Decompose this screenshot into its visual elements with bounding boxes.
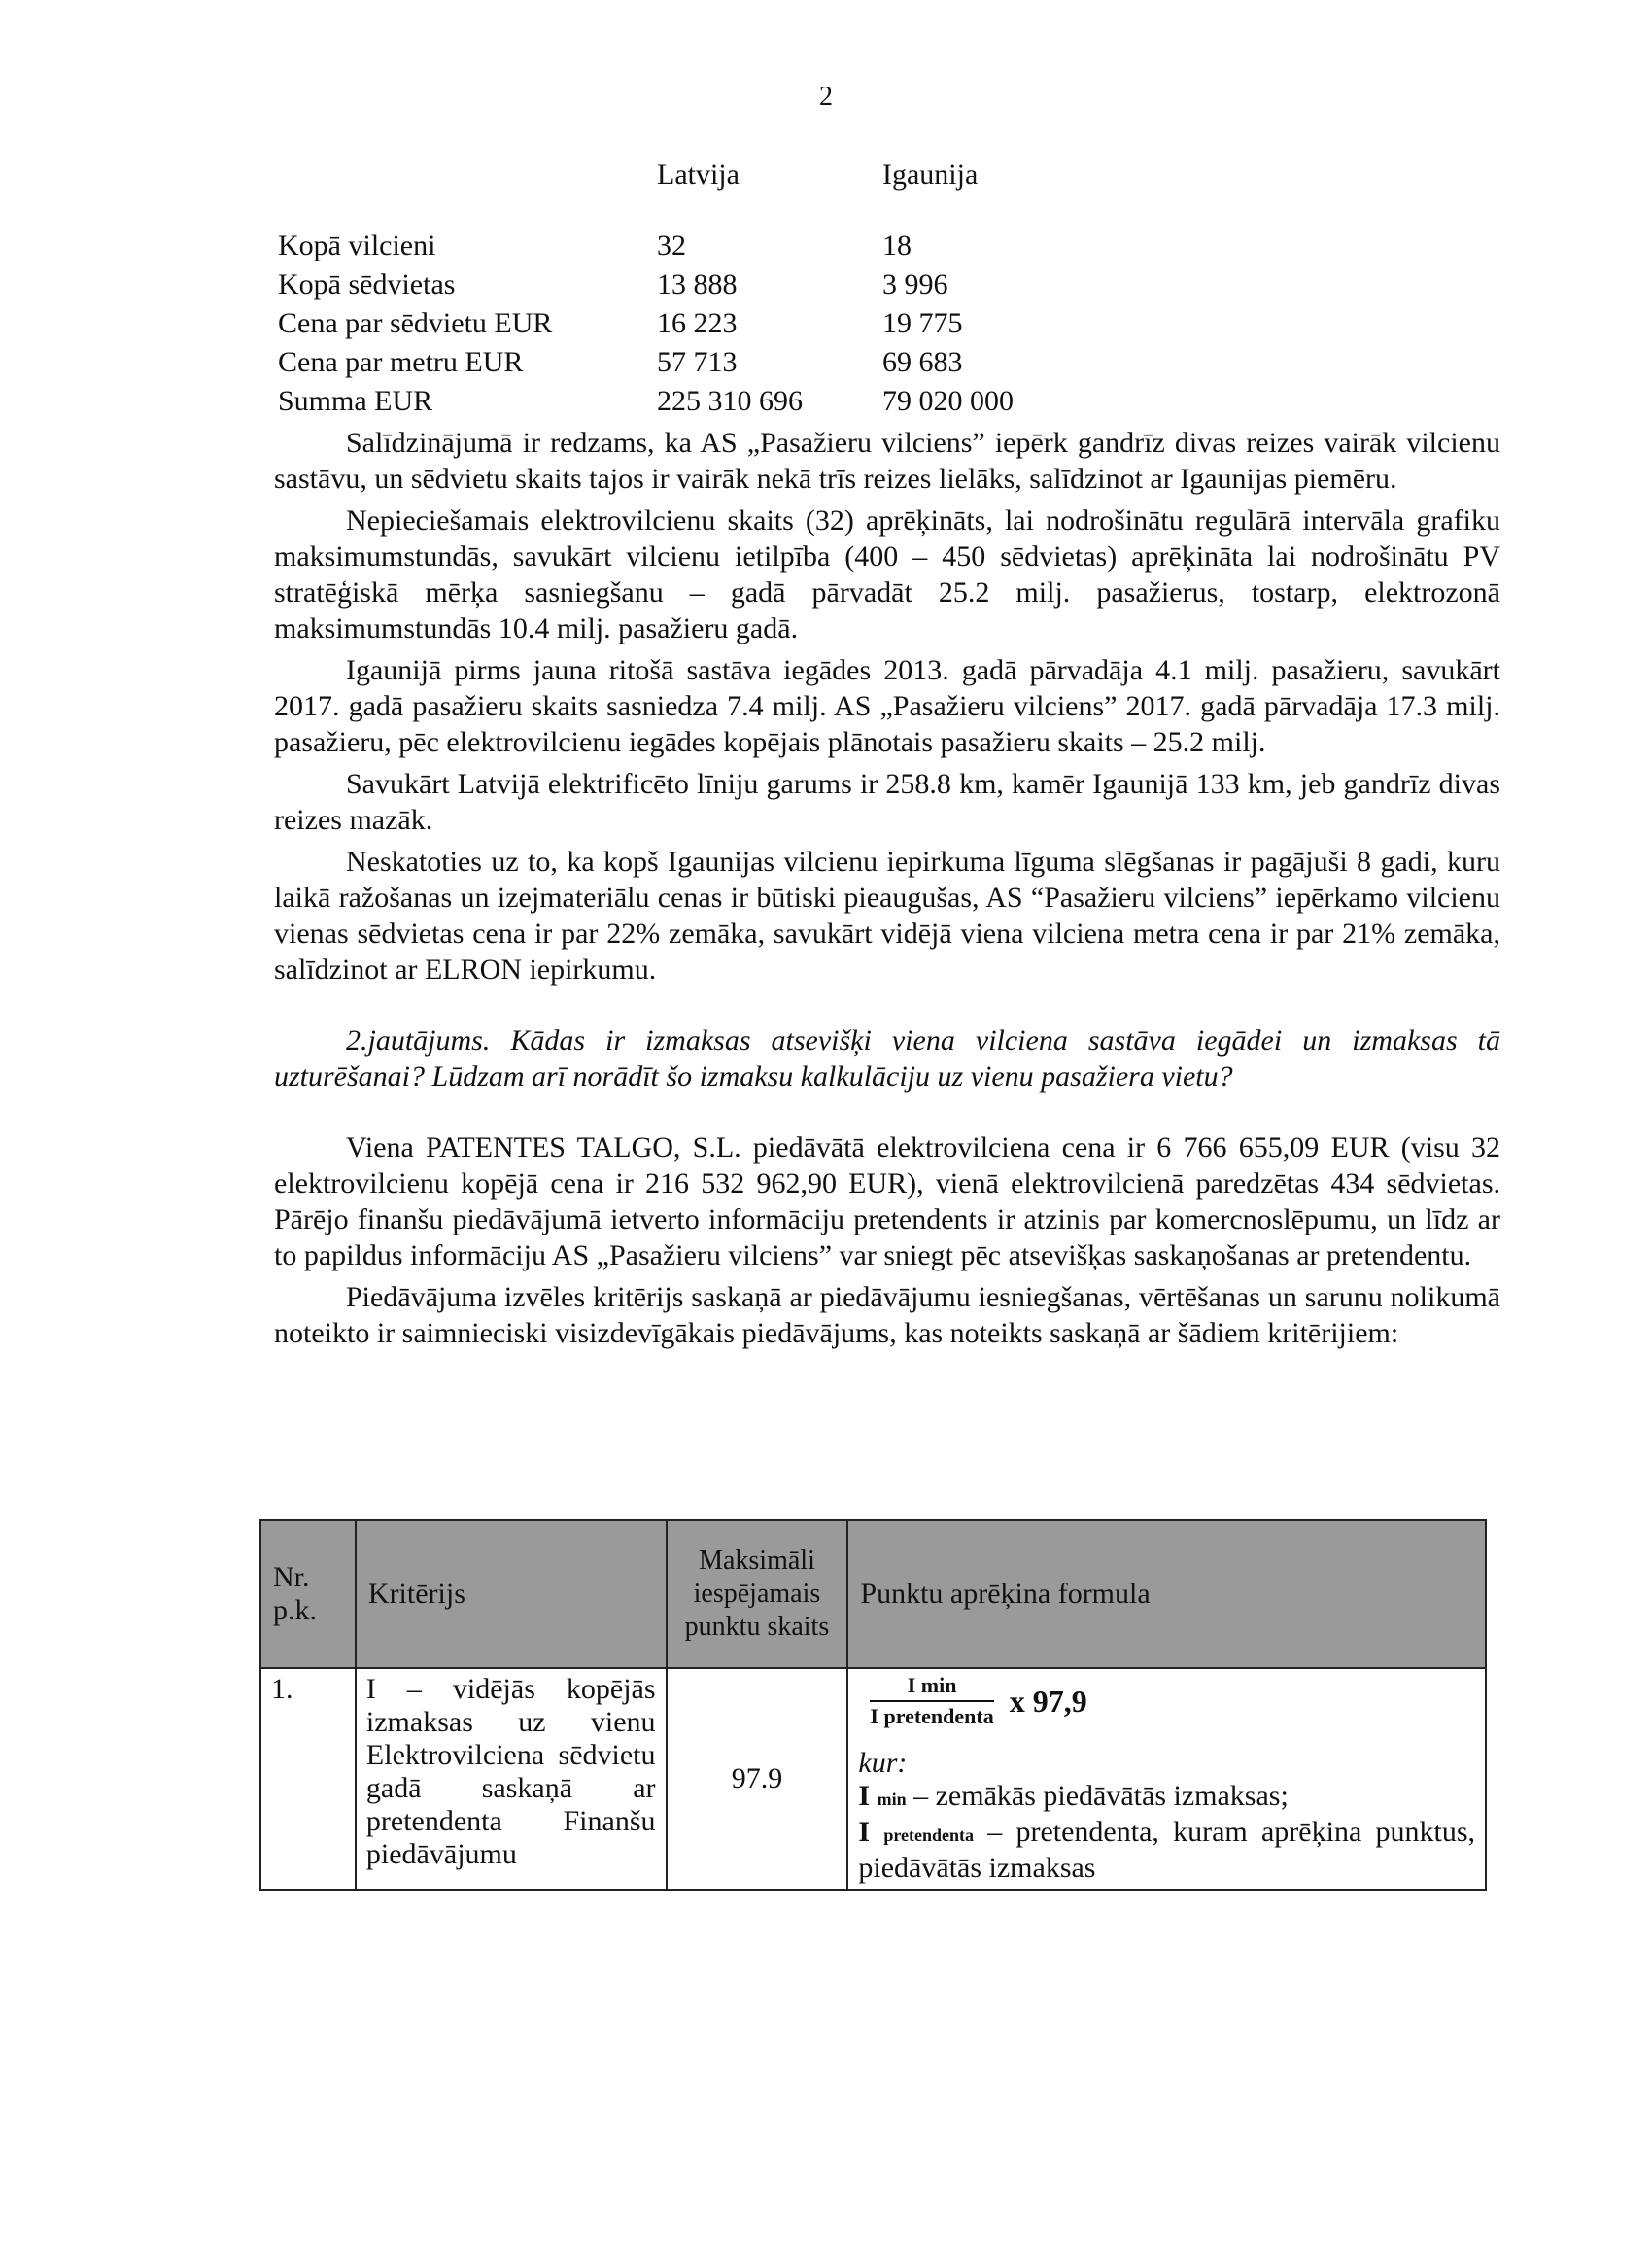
def-text: – pretendenta, kuram aprēķina punktus, piedāvātās izmaksas: [858, 1816, 1476, 1884]
comparison-row: [278, 307, 1153, 344]
criteria-table: [259, 1519, 1487, 1891]
estonia-value: 19 775: [882, 307, 963, 339]
comparison-row: [278, 268, 1153, 305]
def-subscript: min: [877, 1790, 907, 1809]
formula-numerator: I min: [870, 1673, 993, 1702]
row-label: Kopā vilcieni: [278, 229, 436, 261]
row-label: Cena par metru EUR: [278, 346, 524, 378]
estonia-value: 69 683: [882, 346, 963, 378]
estonia-value: 18: [882, 229, 912, 261]
paragraph-price-comparison: Neskatoties uz to, ka kopš Igaunijas vilcienu iepirkuma līguma slēgšanas ir pagājuši 8 gadi, kuru laikā ražošanas un izejmateriālu cenas ir būtiski pieaugušas, AS “Pasažieru vilciens” iepērkamo vilcienu vienas sēdvietas cena ir par 22% zemāka, savukārt vidējā viena vilciena metra cena ir par 21% zemāka, salīdzinot ar ELRON iepirkumu.: [274, 846, 1500, 986]
column-header-latvia: Latvija: [657, 158, 740, 191]
comparison-row: [278, 229, 1153, 266]
comparison-row: [278, 385, 1153, 422]
header-max-points: Maksimāli iespējamais punktu skaits: [667, 1520, 848, 1668]
header-criterion: Kritērijs: [356, 1520, 667, 1668]
paragraph-selection-criterion: Piedāvājuma izvēles kritērijs saskaņā ar piedāvājumu iesniegšanas, vērtēšanas un sarunu nolikumā noteikto ir saimnieciski visizdevīgākais piedāvājums, kas noteikts saskaņā ar šādiem kritērijiem:: [274, 1281, 1500, 1349]
cell-nr: 1.: [260, 1668, 356, 1890]
latvia-value: 225 310 696: [657, 385, 803, 417]
row-label: Cena par sēdvietu EUR: [278, 307, 553, 339]
latvia-value: 13 888: [657, 268, 738, 300]
score-formula: [870, 1673, 1475, 1729]
comparison-row: [278, 346, 1153, 383]
definition-pretendenta: [858, 1816, 1475, 1885]
page-number: 2: [819, 82, 833, 112]
formula-denominator: I pretendenta: [870, 1704, 994, 1728]
column-header-estonia: Igaunija: [882, 158, 979, 191]
cell-max-points: 97.9: [667, 1668, 848, 1890]
paragraph-estonia-passengers: Igaunijā pirms jauna ritošā sastāva iegādes 2013. gadā pārvadāja 4.1 milj. pasažieru, savukārt 2017. gadā pasažieru skaits sasniedza 7.4 milj. AS „Pasažieru vilciens” 2017. gadā pārvadāja 17.3 milj. pasažieru, pēc elektrovilcienu iegādes kopējais plānotais pasažieru skaits – 25.2 milj.: [274, 654, 1500, 758]
header-formula: Punktu aprēķina formula: [847, 1520, 1486, 1668]
header-nr: Nr. p.k.: [260, 1520, 356, 1668]
estonia-value: 3 996: [882, 268, 948, 300]
definition-min: [858, 1780, 1475, 1816]
latvia-value: 32: [657, 229, 686, 261]
paragraph-train-count: Nepieciešamais elektrovilcienu skaits (32) aprēķināts, lai nodrošinātu regulārā intervāla grafiku maksimumstundās, savukārt vilcienu ietilpība (400 – 450 sēdvietas) aprēķināta lai nodrošinātu PV stratēģiskā mērķa sasniegšanu – gadā pārvadāt 25.2 milj. pasažierus, tostarp, elektrozonā maksimumstundās 10.4 milj. pasažieru gadā.: [274, 504, 1500, 644]
formula-multiplier: x 97,9: [1009, 1684, 1087, 1719]
def-text: – zemākās piedāvātās izmaksas;: [906, 1780, 1289, 1812]
row-label: Kopā sēdvietas: [278, 268, 456, 300]
def-symbol: I: [858, 1780, 871, 1812]
table-row: [260, 1668, 1486, 1890]
row-label: Summa EUR: [278, 385, 433, 417]
latvia-value: 57 713: [657, 346, 738, 378]
paragraph-electrified-lines: Savukārt Latvijā elektrificēto līniju garums ir 258.8 km, kamēr Igaunijā 133 km, jeb gandrīz divas reizes mazāk.: [274, 768, 1500, 836]
latvia-value: 16 223: [657, 307, 738, 339]
paragraph-comparison-summary: Salīdzinājumā ir redzams, ka AS „Pasažieru vilciens” iepērk gandrīz divas reizes vairāk vilcienu sastāvu, un sēdvietu skaits tajos ir vairāk nekā trīs reizes lielāks, salīdzinot ar Igaunijas piemēru.: [274, 427, 1500, 495]
def-subscript: pretendenta: [883, 1826, 974, 1845]
formula-fraction: [870, 1673, 993, 1729]
def-symbol: I: [858, 1816, 871, 1848]
table-header-row: [260, 1520, 1486, 1668]
estonia-value: 79 020 000: [882, 385, 1014, 417]
cell-criterion: I – vidējās kopējās izmaksas uz vienu Elektrovilciena sēdvietu gadā saskaņā ar pretendenta Finanšu piedāvājumu: [356, 1668, 667, 1890]
where-label: kur:: [858, 1747, 908, 1779]
body-text: [274, 425, 1500, 1351]
cell-formula: [847, 1668, 1486, 1890]
question-heading: 2.jautājums. Kādas ir izmaksas atsevišķi viena vilciena sastāva iegādei un izmaksas tā uzturēšanai? Lūdzam arī norādīt šo izmaksu kalkulāciju uz vienu pasažiera vietu?: [274, 1025, 1500, 1093]
paragraph-talgo-price: Viena PATENTES TALGO, S.L. piedāvātā elektrovilciena cena ir 6 766 655,09 EUR (visu 32 elektrovilcienu kopējā cena ir 216 532 962,90 EUR), vienā elektrovilcienā paredzētas 434 sēdvietas. Pārējo finanšu piedāvājumā ietverto informāciju pretendents ir atzinis par komercnoslēpumu, un līdz ar to papildus informāciju AS „Pasažieru vilciens” var sniegt pēc atsevišķas saskaņošanas ar pretendentu.: [274, 1131, 1500, 1271]
